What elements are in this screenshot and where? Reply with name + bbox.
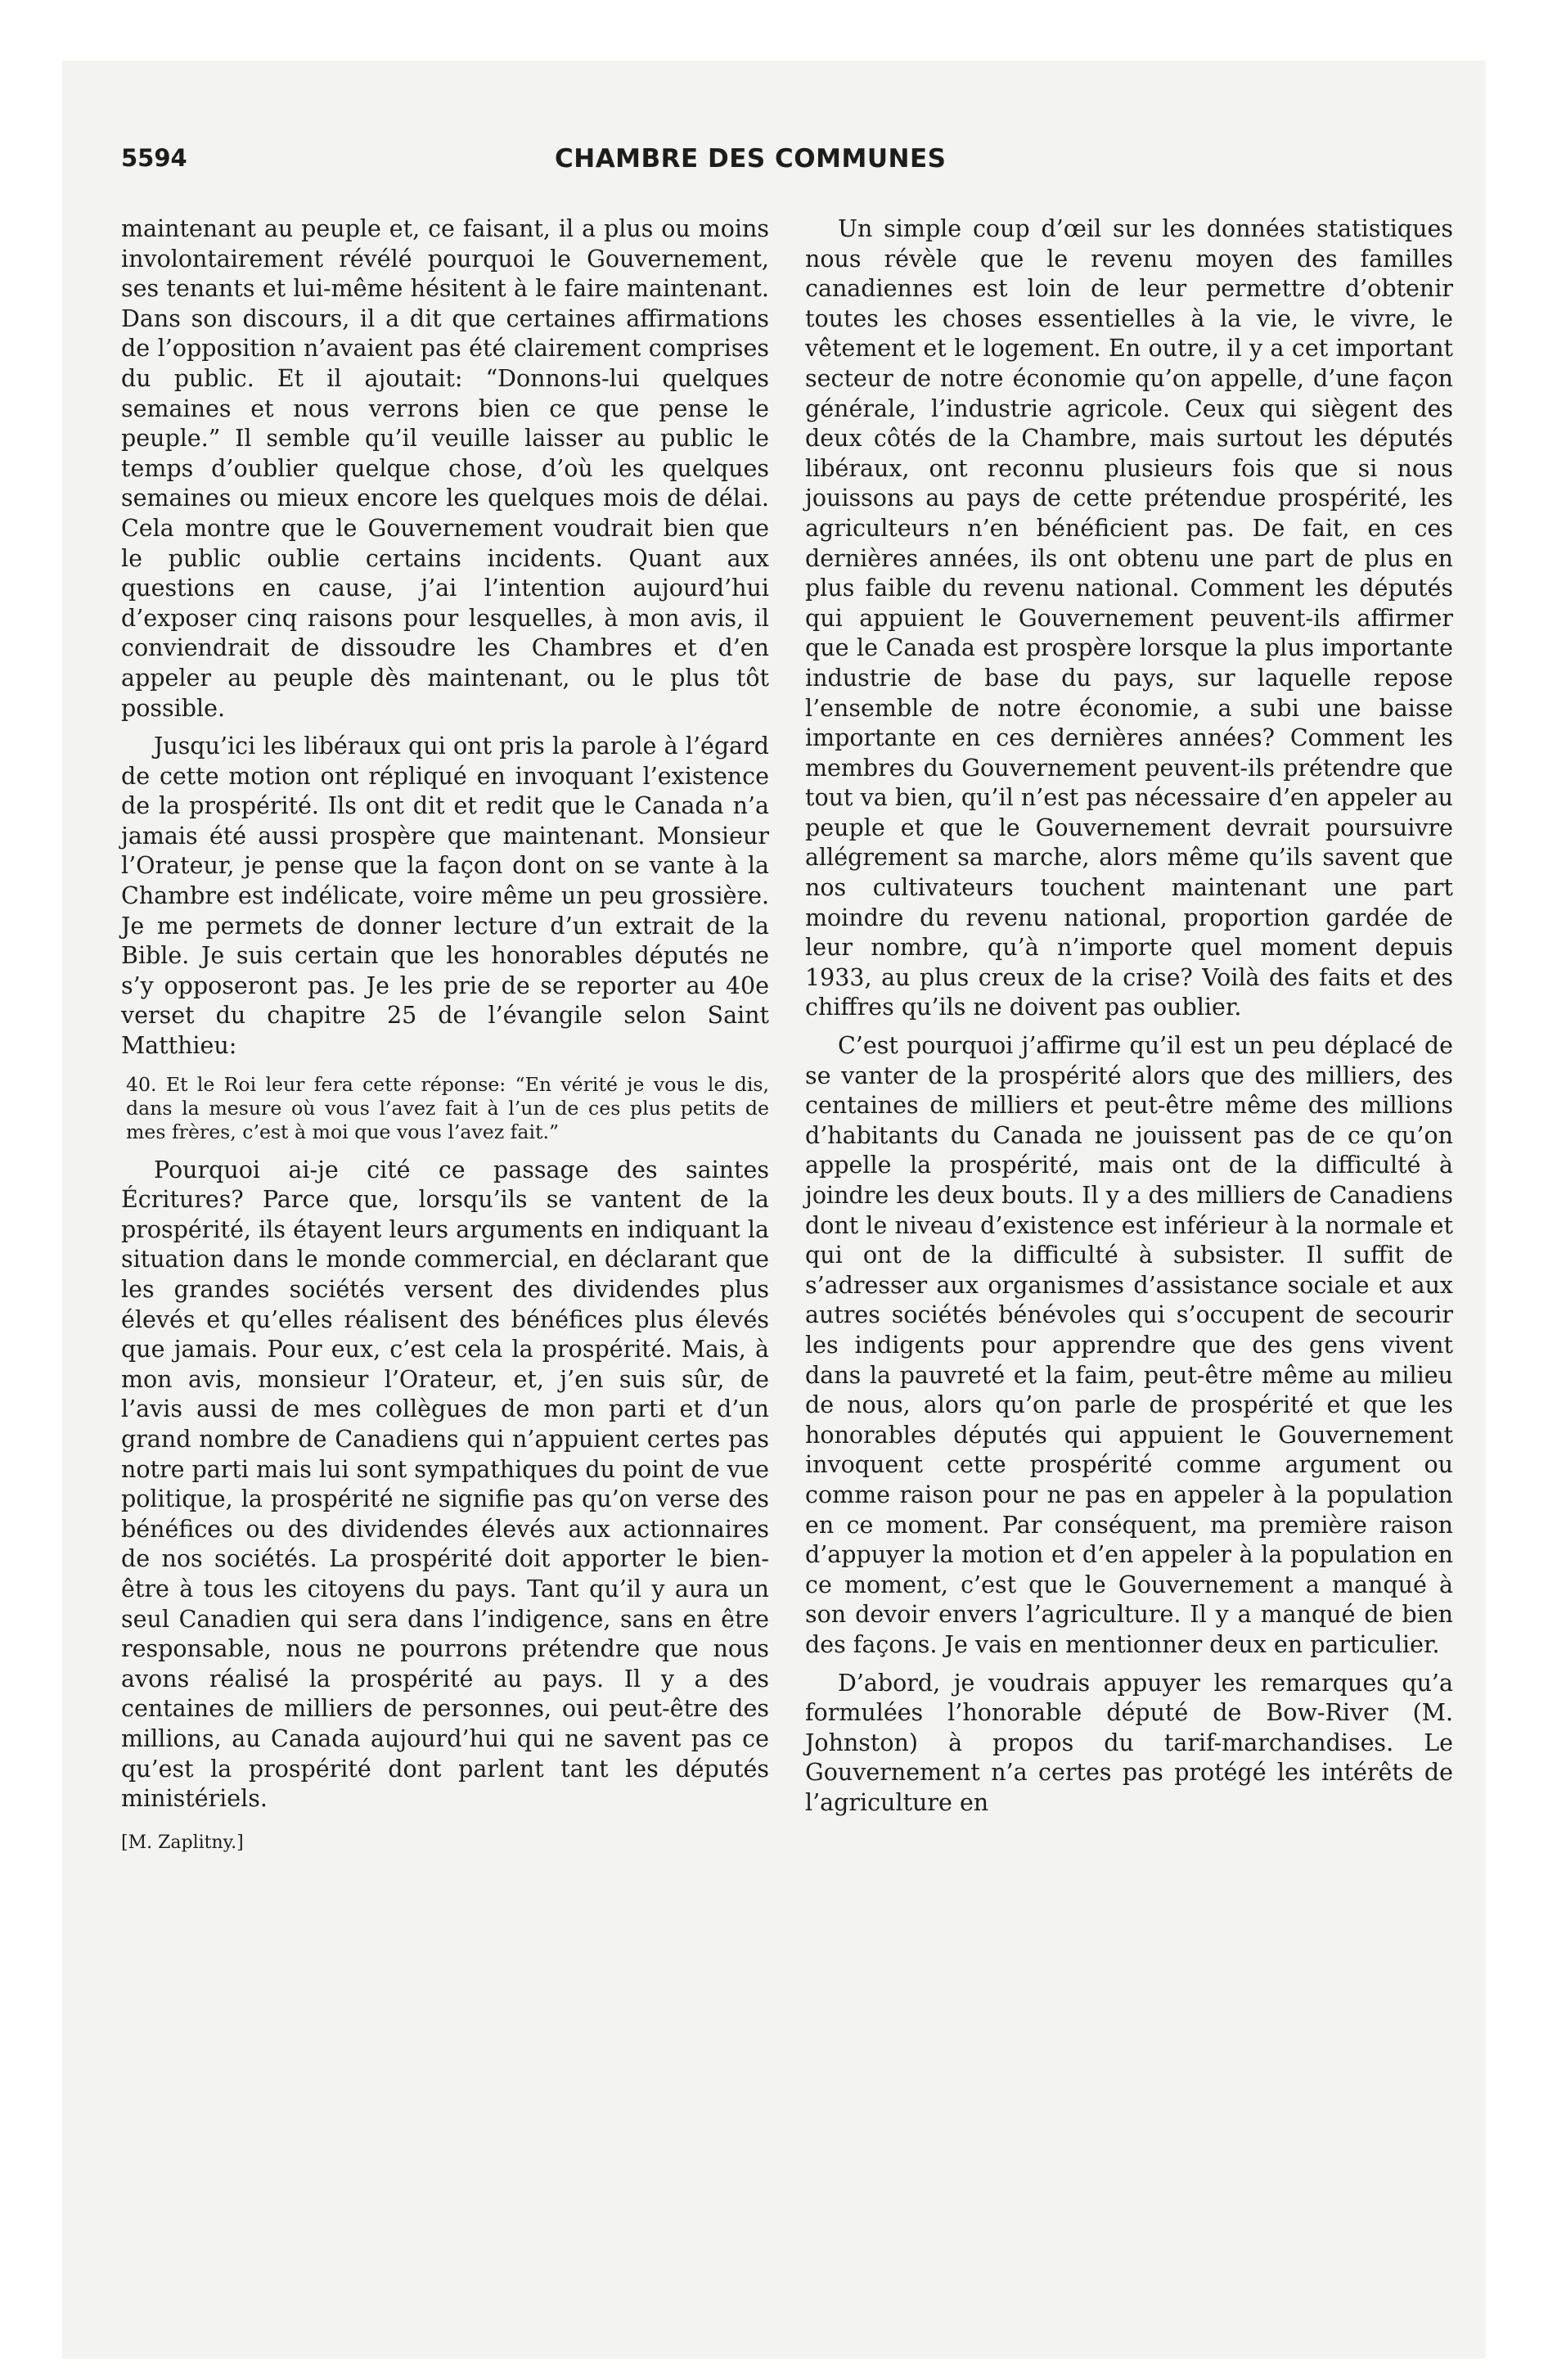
- paragraph: C’est pourquoi j’affirme qu’il est un peu déplacé de se vanter de la prospérité alors que des milliers, des centaines de milliers et peut-être même des millions d’habitants du Canada ne jouissent pas de ce qu’on appelle la prospérité, mais ont de la difficulté à joindre les deux bouts. Il y a des milliers de Canadiens dont le niveau d’existence est inférieur à la normale et qui ont de la difficulté à subsister. Il suffit de s’adresser aux organismes d’assistance sociale et aux autres sociétés bénévoles qui s’occupent de secourir les indigents pour apprendre que des gens vivent dans la pauvreté et la faim, peut-être même au milieu de nous, alors qu’on parle de prospérité et que les honorables députés qui appuient le Gouvernement invoquent cette prospérité comme argument ou comme raison pour ne pas en appeler à la population en ce moment. Par conséquent, ma première raison d’appuyer la motion et d’en appeler à la population en ce moment, c’est que le Gouvernement a manqué à son devoir envers l’agriculture. Il y a manqué de bien des façons. Je vais en mentionner deux en particulier.: [805, 1032, 1453, 1658]
- speaker-note: [M. Zaplitny.]: [121, 1832, 244, 1853]
- bible-quote: 40. Et le Roi leur fera cette réponse: “En vérité je vous le dis, dans la mesure où vous l’avez fait à l’un de ces plus petits de mes frères, c’est à moi que vous l’avez fait.”: [126, 1072, 769, 1143]
- left-column: [121, 214, 769, 1854]
- right-column: [805, 214, 1453, 1818]
- page-number: 5594: [121, 144, 187, 172]
- paragraph: Pourquoi ai-je cité ce passage des saintes Écritures? Parce que, lorsqu’ils se vantent de la prospérité, ils étayent leurs arguments en indiquant la situation dans le monde commercial, en déclarant que les grandes sociétés versent des dividendes plus élevés et qu’elles réalisent des bénéfices plus élevés que jamais. Pour eux, c’est cela la prospérité. Mais, à mon avis, monsieur l’Orateur, et, j’en suis sûr, de l’avis aussi de mes collègues de mon parti et d’un grand nombre de Canadiens qui n’appuient certes pas notre parti mais lui sont sympathiques du point de vue politique, la prospérité ne signifie pas qu’on verse des bénéfices ou des dividendes élevés aux actionnaires de nos sociétés. La prospérité doit apporter le bien-être à tous les citoyens du pays. Tant qu’il y aura un seul Canadien qui sera dans l’indigence, sans en être responsable, nous ne pourrons prétendre que nous avons réalisé la prospérité au pays. Il y a des centaines de milliers de personnes, oui peut-être des millions, au Canada aujourd’hui qui ne savent pas ce qu’est la prospérité dont parlent tant les députés ministériels.: [121, 1156, 769, 1813]
- running-title: CHAMBRE DES COMMUNES: [555, 144, 947, 174]
- paragraph: D’abord, je voudrais appuyer les remarques qu’a formulées l’honorable député de Bow-River (M. Johnston) à propos du tarif-marchandises. Le Gouvernement n’a certes pas protégé les intérêts de l’agriculture en: [805, 1669, 1453, 1816]
- paragraph: Jusqu’ici les libéraux qui ont pris la parole à l’égard de cette motion ont répliqué en invoquant l’existence de la prospérité. Ils ont dit et redit que le Canada n’a jamais été aussi prospère que maintenant. Monsieur l’Orateur, je pense que la façon dont on se vante à la Chambre est indélicate, voire même un peu grossière. Je me permets de donner lecture d’un extrait de la Bible. Je suis certain que les honorables députés ne s’y opposeront pas. Je les prie de se reporter au 40e verset du chapitre 25 de l’évangile selon Saint Matthieu:: [121, 732, 769, 1060]
- paragraph: Un simple coup d’œil sur les données statistiques nous révèle que le revenu moyen des familles canadiennes est loin de leur permettre d’obtenir toutes les choses essentielles à la vie, le vivre, le vêtement et le logement. En outre, il y a cet important secteur de notre économie qu’on appelle, d’une façon générale, l’industrie agricole. Ceux qui siègent des deux côtés de la Chambre, mais surtout les députés libéraux, ont reconnu plusieurs fois que si nous jouissons au pays de cette prétendue prospérité, les agriculteurs n’en bénéficient pas. De fait, en ces dernières années, ils ont obtenu une part de plus en plus faible du revenu national. Comment les députés qui appuient le Gouvernement peuvent-ils affirmer que le Canada est prospère lorsque la plus importante industrie de base du pays, sur laquelle repose l’ensemble de notre économie, a subi une baisse importante en ces dernières années? Comment les membres du Gouvernement peuvent-ils prétendre que tout va bien, qu’il n’est pas nécessaire d’en appeler au peuple et que le Gouvernement devrait poursuivre allégrement sa marche, alors même qu’ils savent que nos cultivateurs touchent maintenant une part moindre du revenu national, proportion gardée de leur nombre, qu’à n’importe quel moment depuis 1933, au plus creux de la crise? Voilà des faits et des chiffres qu’ils ne doivent pas oublier.: [805, 215, 1453, 1021]
- page-header: [121, 144, 1445, 182]
- paragraph: maintenant au peuple et, ce faisant, il a plus ou moins involontairement révélé pourquoi le Gouvernement, ses tenants et lui-même hésitent à le faire maintenant. Dans son discours, il a dit que certaines affirmations de l’opposition n’avaient pas été clairement comprises du public. Et il ajoutait: “Donnons-lui quelques semaines et nous verrons bien ce que pense le peuple.” Il semble qu’il veuille laisser au public le temps d’oublier quelque chose, d’où les quelques semaines ou mieux encore les quelques mois de délai. Cela montre que le Gouvernement voudrait bien que le public oublie certains incidents. Quant aux questions en cause, j’ai l’intention aujourd’hui d’exposer cinq raisons pour lesquelles, à mon avis, il conviendrait de dissoudre les Chambres et d’en appeler au peuple dès maintenant, ou le plus tôt possible.: [121, 215, 769, 722]
